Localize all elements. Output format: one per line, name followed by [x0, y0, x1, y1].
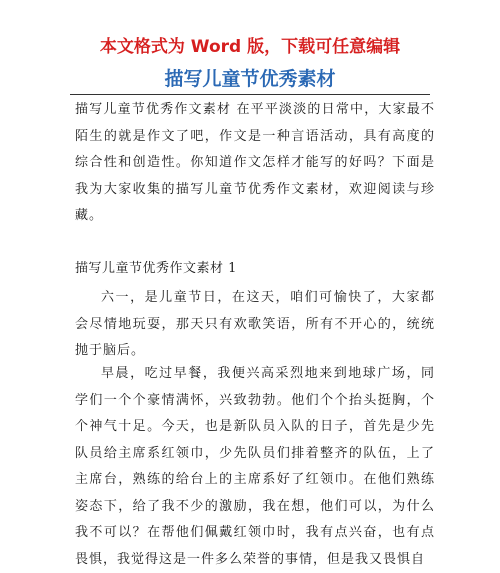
- format-banner: 本文格式为 Word 版，下载可任意编辑: [99, 37, 401, 57]
- body-paragraph: 六一，是儿童节日，在这天，咱们可愉快了，大家都会尽情地玩耍，那天只有欢歌笑语，所有不开心的，统统抛于脑后。: [75, 290, 435, 358]
- intro-paragraph: 描写儿童节优秀作文素材 在平平淡淡的日常中，大家最不陌生的就是作文了吧，作文是一种言语活动，具有高度的综合性和创造性。你知道作文怎样才能写的好吗？下面是我为大家收集的描写儿童节优秀作文素材，欢迎阅读与珍藏。: [75, 102, 435, 223]
- body-paragraph: 早晨，吃过早餐，我便兴高采烈地来到地球广场，同学们一个个豪情满怀，兴致勃勃。他们个个抬头挺胸，个个神气十足。今天，也是新队员入队的日子，首先是少先队员给主席系红领巾，少先队员们排着整齐的队伍，上了主席台，熟练的给台上的主席系好了红领巾。在他们熟练姿态下，给了我不少的激励，我在想，他们可以，为什么我不可以？在帮他们佩戴红领巾时，我有点兴奋，也有点畏惧，我觉得这是一件多么荣誉的事情，但是我又畏惧自: [75, 366, 435, 567]
- document-title: 描写儿童节优秀素材: [164, 68, 336, 90]
- section-heading: 描写儿童节优秀作文素材 1: [75, 261, 237, 276]
- title-divider: [70, 94, 430, 95]
